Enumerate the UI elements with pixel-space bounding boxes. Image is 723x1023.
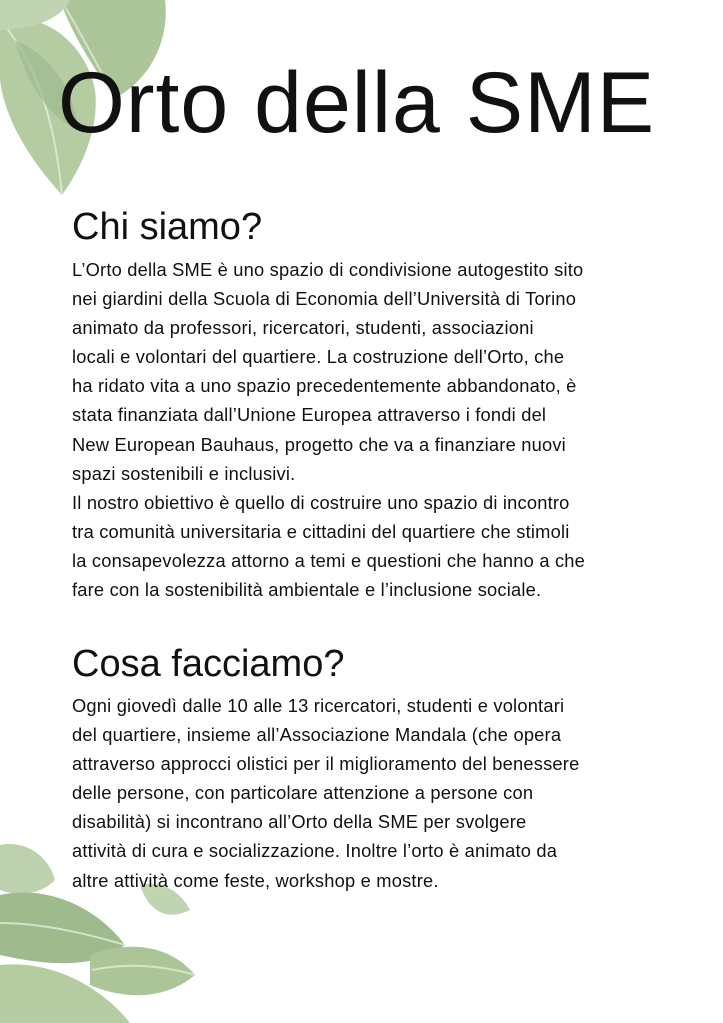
text-line: New European Bauhaus, progetto che va a finanziare nuovi [72, 433, 566, 455]
text-line: fare con la sostenibilità ambientale e l’inclusione sociale. [72, 579, 542, 601]
text-line: altre attività come feste, workshop e mostre. [72, 869, 439, 891]
paragraph-chi-siamo [72, 255, 585, 604]
section-heading-cosa-facciamo: Cosa facciamo? [72, 643, 345, 685]
text-line: Ogni giovedì dalle 10 alle 13 ricercatori, studenti e volontari [72, 695, 565, 716]
paragraph-cosa-facciamo [72, 691, 579, 895]
section-heading-chi-siamo: Chi siamo? [72, 206, 263, 248]
text-line: locali e volontari del quartiere. La costruzione dell’Orto, che [72, 346, 565, 368]
text-line: attraverso approcci olistici per il miglioramento del benessere [72, 753, 580, 775]
text-line: animato da professori, ricercatori, studenti, associazioni [72, 317, 534, 339]
text-line: spazi sostenibili e inclusivi. [72, 462, 296, 484]
text-line: attività di cura e socializzazione. Inoltre l’orto è animato da [72, 840, 558, 862]
text-line: stata finanziata dall’Unione Europea attraverso i fondi del [72, 404, 547, 426]
text-line: la consapevolezza attorno a temi e questioni che hanno a che [72, 549, 586, 571]
text-line: ha ridato vita a uno spazio precedentemente abbandonato, è [72, 375, 577, 397]
text-line: del quartiere, insieme all’Associazione Mandala (che opera [72, 724, 562, 746]
text-line: Il nostro obiettivo è quello di costruire uno spazio di incontro [72, 491, 570, 513]
text-line: delle persone, con particolare attenzione a persone con [72, 782, 534, 804]
text-line: disabilità) si incontrano all’Orto della SME per svolgere [72, 811, 527, 833]
page-title: Orto della SME [58, 55, 656, 151]
text-line: tra comunità universitaria e cittadini del quartiere che stimoli [72, 520, 570, 542]
text-line: nei giardini della Scuola di Economia dell’Università di Torino [72, 288, 577, 310]
text-line: L’Orto della SME è uno spazio di condivisione autogestito sito [72, 259, 584, 280]
